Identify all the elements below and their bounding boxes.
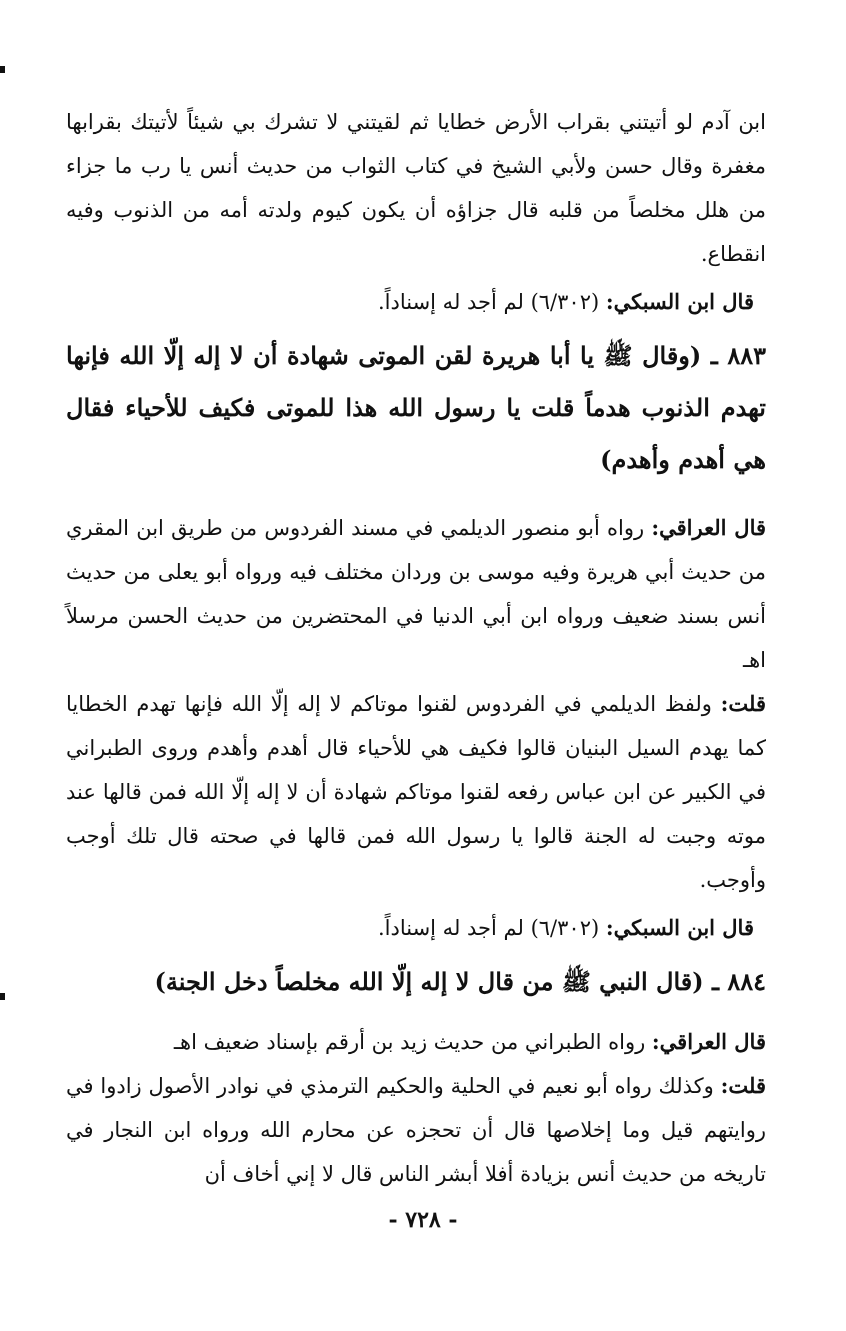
continuation-paragraph: [66, 100, 766, 276]
continuation-text: ابن آدم لو أتيتني بقراب الأرض خطايا ثم لقيتني لا تشرك بي شيئاً لأتيتك بقرابها مغفرة وقال حسن ولأبي الشيخ في كتاب الثواب من حديث أنس يا رب ما جزاء من هلل مخلصاً من قلبه قال جزاؤه أن يكون كيوم ولدته أمه من الذنوب وفيه انقطاع.: [66, 110, 766, 266]
subki-note: [66, 906, 766, 950]
hadith-number: ٨٨٤ ـ: [711, 967, 766, 996]
hadith-text: (قال النبي ﷺ من قال لا إله إلّا الله مخلصاً دخل الجنة): [154, 967, 712, 996]
qultu-label: قلت:: [720, 691, 766, 716]
subki-note: [66, 280, 766, 324]
qultu-note: [66, 682, 766, 902]
subki-text: (٦/٣٠٢) لم أجد له إسناداً.: [377, 290, 606, 314]
margin-mark-bottom: [0, 993, 5, 1000]
iraqi-note: [66, 1020, 766, 1064]
iraqi-text: رواه أبو منصور الديلمي في مسند الفردوس من طريق ابن المقري من حديث أبي هريرة وفيه موسى بن وردان مختلف فيه ورواه أبو يعلى من حديث أنس بسند ضعيف ورواه ابن أبي الدنيا في المحتضرين من حديث الحسن مرسلاً اهـ: [66, 516, 766, 672]
subki-label: قال ابن السبكي:: [605, 289, 754, 314]
iraqi-label: قال العراقي:: [651, 515, 767, 540]
qultu-text: ولفظ الديلمي في الفردوس لقنوا موتاكم لا إله إلّا الله فإنها تهدم الخطايا كما يهدم السيل البنيان قالوا فكيف هي للأحياء قال أهدم وأهدم وروى الطبراني في الكبير عن ابن عباس رفعه لقنوا موتاكم شهادة أن لا إله إلّا الله فمن قالها عند موته وجبت له الجنة قالوا يا رسول الله فمن قالها في صحته قال تلك أوجب وأوجب.: [66, 692, 766, 892]
iraqi-text: رواه الطبراني من حديث زيد بن أرقم بإسناد ضعيف اهـ: [173, 1030, 652, 1054]
subki-text: (٦/٣٠٢) لم أجد له إسناداً.: [377, 916, 606, 940]
iraqi-label: قال العراقي:: [651, 1029, 766, 1054]
qultu-text: وكذلك رواه أبو نعيم في الحلية والحكيم الترمذي في نوادر الأصول زادوا في روايتهم قيل وما إخلاصها قال أن تحجزه عن محارم الله ورواه ابن النجار في تاريخه من حديث أنس بزيادة أفلا أبشر الناس قال لا إني أخاف أن: [66, 1074, 766, 1186]
margin-mark-top: [0, 66, 5, 73]
hadith-884: [66, 956, 766, 1008]
page-body: [66, 100, 766, 1196]
subki-label: قال ابن السبكي:: [605, 915, 754, 940]
iraqi-note: [66, 506, 766, 682]
hadith-883: [66, 330, 766, 486]
qultu-label: قلت:: [720, 1073, 766, 1098]
hadith-text: (وقال ﷺ يا أبا هريرة لقن الموتى شهادة أن لا إله إلّا الله فإنها تهدم الذنوب هدماً قلت يا رسول الله هذا للموتى فكيف للأحياء فقال هي أهدم وأهدم): [66, 341, 766, 474]
hadith-number: ٨٨٣ ـ: [710, 341, 767, 370]
qultu-note: [66, 1064, 766, 1196]
page-number: - ٧٢٨ -: [388, 1207, 458, 1233]
